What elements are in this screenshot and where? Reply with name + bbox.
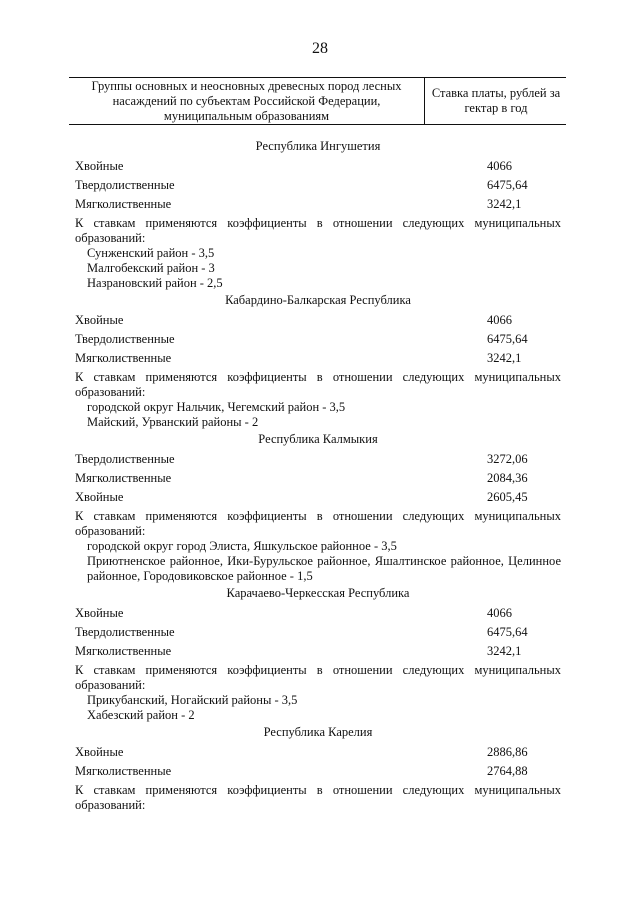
municipality-coefficient: Сунженский район - 3,5	[87, 246, 215, 260]
table-header	[69, 77, 566, 125]
rate-value: 2605,45	[487, 490, 528, 504]
species-group-name: Мягколиственные	[75, 351, 172, 365]
municipality-coefficient: Майский, Урванский районы - 2	[87, 415, 259, 429]
region-section	[75, 430, 561, 584]
rate-row	[75, 762, 561, 781]
rate-row	[75, 488, 561, 507]
region-title: Карачаево-Черкесская Республика	[226, 586, 410, 600]
region-title: Республика Ингушетия	[255, 139, 381, 153]
species-group-name: Хвойные	[75, 490, 124, 504]
species-group-name: Мягколиственные	[75, 644, 172, 658]
header-species-groups: Группы основных и неосновных древесных пород лесных насаждений по субъектам Российской Федерации, муниципальным образованиям	[69, 78, 425, 124]
rate-row	[75, 311, 561, 330]
region-section	[75, 137, 561, 291]
rate-row	[75, 642, 561, 661]
coefficient-note: К ставкам применяются коэффициенты в отношении следующих муниципальных образований:	[75, 216, 561, 245]
coefficient-note: К ставкам применяются коэффициенты в отношении следующих муниципальных образований:	[75, 663, 561, 692]
municipality-coefficient: Прикубанский, Ногайский районы - 3,5	[87, 693, 298, 707]
species-group-name: Мягколиственные	[75, 471, 172, 485]
region-section	[75, 291, 561, 430]
region-section	[75, 584, 561, 723]
coefficient-note: К ставкам применяются коэффициенты в отношении следующих муниципальных образований:	[75, 370, 561, 399]
rate-value: 3272,06	[487, 452, 528, 466]
municipality-coefficient: Назрановский район - 2,5	[87, 276, 223, 290]
rate-value: 4066	[487, 313, 512, 327]
species-group-name: Мягколиственные	[75, 197, 172, 211]
rate-value: 2764,88	[487, 764, 528, 778]
header-rate: Ставка платы, рублей за гектар в год	[431, 86, 561, 115]
species-group-name: Твердолиственные	[75, 332, 175, 346]
rate-value: 2084,36	[487, 471, 528, 485]
coefficient-note: К ставкам применяются коэффициенты в отношении следующих муниципальных образований:	[75, 509, 561, 538]
municipality-coefficient: городской округ Нальчик, Чегемский район - 3,5	[87, 400, 346, 414]
rate-row	[75, 469, 561, 488]
species-group-name: Хвойные	[75, 745, 124, 759]
region-title: Республика Карелия	[263, 725, 373, 739]
rate-row	[75, 195, 561, 214]
species-group-name: Мягколиственные	[75, 764, 172, 778]
rate-row	[75, 604, 561, 623]
rate-row	[75, 330, 561, 349]
region-title: Республика Калмыкия	[258, 432, 378, 446]
rate-row	[75, 176, 561, 195]
rate-row	[75, 743, 561, 762]
rate-row	[75, 623, 561, 642]
coefficient-note: К ставкам применяются коэффициенты в отношении следующих муниципальных образований:	[75, 783, 561, 812]
species-group-name: Хвойные	[75, 606, 124, 620]
rate-value: 3242,1	[487, 351, 522, 365]
rate-row	[75, 450, 561, 469]
rate-value: 3242,1	[487, 644, 522, 658]
rate-row	[75, 157, 561, 176]
region-title: Кабардино-Балкарская Республика	[225, 293, 411, 307]
rate-value: 2886,86	[487, 745, 528, 759]
region-section	[75, 723, 561, 813]
municipality-coefficient: Приютненское районное, Ики-Бурульское районное, Яшалтинское районное, Целинное районное, Городовиковское районное - 1,5	[87, 554, 561, 583]
rate-value: 4066	[487, 606, 512, 620]
rate-value: 3242,1	[487, 197, 522, 211]
municipality-coefficient: городской округ город Элиста, Яшкульское районное - 3,5	[87, 539, 397, 553]
species-group-name: Хвойные	[75, 159, 124, 173]
page-number: 28	[312, 40, 328, 57]
rate-value: 6475,64	[487, 625, 528, 639]
species-group-name: Твердолиственные	[75, 452, 175, 466]
rate-value: 6475,64	[487, 178, 528, 192]
municipality-coefficient: Малгобекский район - 3	[87, 261, 215, 275]
species-group-name: Хвойные	[75, 313, 124, 327]
rate-value: 4066	[487, 159, 512, 173]
species-group-name: Твердолиственные	[75, 178, 175, 192]
rates-table-body	[75, 137, 561, 813]
rate-row	[75, 349, 561, 368]
municipality-coefficient: Хабезский район - 2	[87, 708, 195, 722]
rate-value: 6475,64	[487, 332, 528, 346]
species-group-name: Твердолиственные	[75, 625, 175, 639]
